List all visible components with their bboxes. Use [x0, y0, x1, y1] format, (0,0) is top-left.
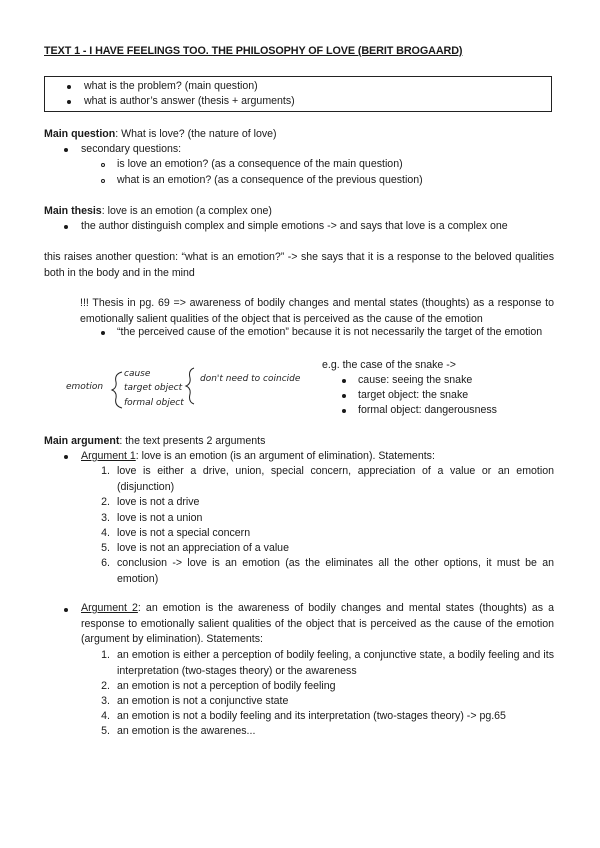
list-number: 1.: [101, 649, 110, 661]
main-thesis-bullet: the author distinguish complex and simple emotions -> and says that love is a complex one: [81, 220, 508, 232]
list-number: 2.: [101, 496, 110, 508]
argument-1-statement: love is not a union: [117, 512, 203, 524]
main-argument-label: Main argument: [44, 435, 120, 447]
bullet-dot: [64, 455, 68, 459]
list-number: 3.: [101, 512, 110, 524]
list-number: 5.: [101, 725, 110, 737]
argument-2-statement: an emotion is the awarenes...: [117, 725, 256, 737]
main-thesis: [44, 204, 272, 218]
argument-2-label: Argument 2: [81, 602, 138, 614]
argument-2-text: : an emotion is the awareness of bodily changes and mental states (thoughts) as a response to emotionally salient qualities of the object that is perceived as the cause of the emotion (argument by elimination). Statements:: [81, 602, 555, 645]
thesis-page-note: !!! Thesis in pg. 69 => awareness of bodily changes and mental states (thoughts) as a response to emotionally salient qualities of the object that is perceived as the cause of the emotion: [80, 297, 554, 325]
argument-2-statement: an emotion is not a bodily feeling and its interpretation (two-stages theory) -> pg.65: [117, 710, 506, 722]
list-number: 4.: [101, 527, 110, 539]
bullet-dot: [342, 379, 346, 383]
bullet-dot: [67, 85, 71, 89]
box-item: what is author’s answer (thesis + arguments): [84, 95, 295, 107]
argument-1-text: : love is an emotion (is an argument of elimination). Statements:: [135, 450, 435, 462]
box-item: what is the problem? (main question): [84, 80, 258, 92]
snake-intro: e.g. the case of the snake ->: [322, 359, 456, 371]
bullet-dot: [342, 409, 346, 413]
hw-formal: formal object: [124, 398, 184, 408]
main-question: [44, 127, 277, 141]
main-question-text: : What is love? (the nature of love): [115, 128, 277, 140]
list-number: 1.: [101, 465, 110, 477]
argument-1-label: Argument 1: [81, 450, 136, 462]
argument-2: [81, 601, 554, 648]
secondary-questions-label: secondary questions:: [81, 143, 182, 155]
bullet-dot: [101, 331, 105, 335]
bullet-dot: [64, 608, 68, 612]
argument-1-statement: love is not an appreciation of a value: [117, 542, 289, 554]
main-thesis-label: Main thesis: [44, 205, 102, 217]
argument-1-statement: conclusion -> love is an emotion (as the eliminates all the other options, it must be an emotion): [117, 557, 554, 585]
bullet-dot: [67, 100, 71, 104]
main-argument: [44, 434, 265, 448]
perceived-cause-note: “the perceived cause of the emotion” because it is not necessarily the target of the emotion: [117, 326, 543, 338]
list-number: 6.: [101, 557, 110, 569]
main-question-label: Main question: [44, 128, 116, 140]
bullet-ring: [101, 179, 105, 183]
argument-1-statement: love is either a drive, union, special concern, appreciation of a value or an emotion (disjunction): [117, 465, 554, 493]
argument-2-statement: an emotion is either a perception of bodily feeling, a conjunctive state, a bodily feeling and its interpretation (two-stages theory) or the awareness: [117, 649, 554, 677]
snake-item: formal object: dangerousness: [358, 404, 497, 416]
hw-target: target object: [124, 383, 183, 393]
hw-note: don't need to coincide: [200, 374, 301, 384]
argument-2-statement: an emotion is not a perception of bodily feeling: [117, 680, 336, 692]
argument-2-statement: an emotion is not a conjunctive state: [117, 695, 289, 707]
secondary-question: is love an emotion? (as a consequence of the main question): [117, 158, 403, 170]
main-thesis-text: : love is an emotion (a complex one): [101, 205, 272, 217]
paragraph: this raises another question: “what is an emotion?” -> she says that it is a response to the beloved qualities both in the body and in the mind: [44, 251, 554, 279]
bullet-ring: [101, 163, 105, 167]
bullet-dot: [64, 225, 68, 229]
snake-item: target object: the snake: [358, 389, 469, 401]
hw-emotion: emotion: [66, 382, 104, 392]
handwritten-diagram: [64, 364, 314, 416]
bullet-dot: [342, 394, 346, 398]
page-title: TEXT 1 - I HAVE FEELINGS TOO. THE PHILOSOPHY OF LOVE (BERIT BROGAARD): [44, 45, 463, 57]
snake-item: cause: seeing the snake: [358, 374, 473, 386]
hw-left-brace: [112, 372, 122, 408]
main-argument-text: : the text presents 2 arguments: [119, 435, 266, 447]
hw-right-brace: [186, 368, 194, 404]
hw-cause: cause: [124, 369, 151, 379]
argument-1-statement: love is not a special concern: [117, 527, 251, 539]
list-number: 5.: [101, 542, 110, 554]
bullet-dot: [64, 148, 68, 152]
list-number: 2.: [101, 680, 110, 692]
argument-1: [81, 449, 435, 463]
argument-1-statement: love is not a drive: [117, 496, 200, 508]
secondary-question: what is an emotion? (as a consequence of the previous question): [117, 174, 423, 186]
list-number: 4.: [101, 710, 110, 722]
list-number: 3.: [101, 695, 110, 707]
